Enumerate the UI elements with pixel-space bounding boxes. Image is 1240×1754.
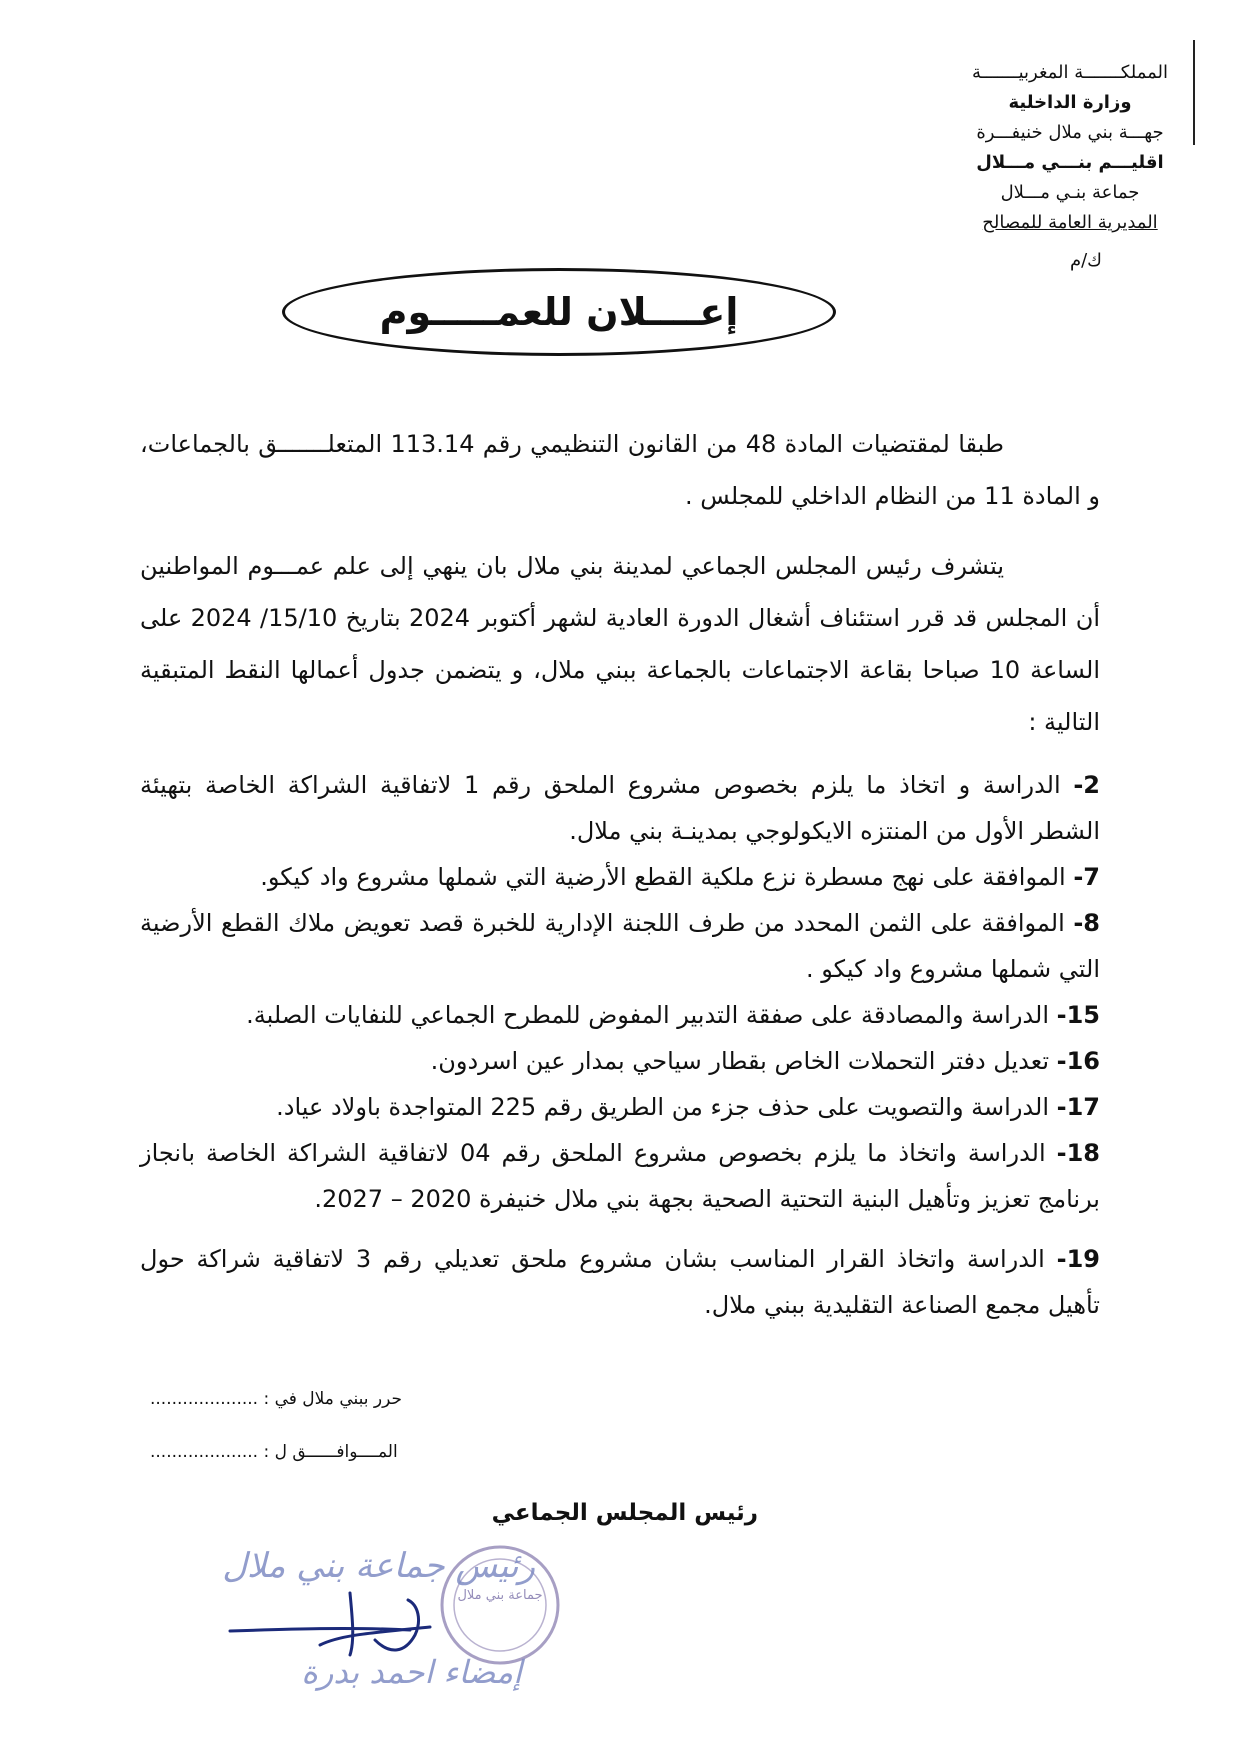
header-ministry: وزارة الداخلية [1008,92,1132,113]
intro-paragraph: طبقا لمقتضيات المادة 48 من القانون التنظيمي رقم 113.14 المتعلـــــــق بالجماعات، و المادة 11 من النظام الداخلي للمجلس . [140,430,1100,510]
agenda-item-number: 17- [1056,1093,1100,1121]
agenda-item-text: الدراسة و اتخاذ ما يلزم بخصوص مشروع الملحق رقم 1 لاتفاقية الشراكة الخاصة بتهيئة الشطر الأول من المنتزه الايكولوجي بمدينـة بني ملال. [140,771,1100,845]
agenda-item-number: 16- [1056,1047,1100,1075]
agenda-item-text: الدراسة واتخاذ القرار المناسب بشان مشروع ملحق تعديلي رقم 3 لاتفاقية شراكة حول تأهيل مجمع الصناعة التقليدية ببني ملال. [140,1245,1100,1319]
agenda-item-text: الدراسة والتصويت على حذف جزء من الطريق رقم 225 المتواجدة باولاد عياد. [276,1093,1057,1121]
agenda-item [140,1084,1100,1130]
agenda-item [140,762,1100,854]
header-reference: ك/م [1069,250,1102,271]
approved-date: المــــوافــــــق ل : .................... [150,1442,398,1462]
agenda-item [140,1130,1100,1222]
agenda-item-text: الموافقة على الثمن المحدد من طرف اللجنة الإدارية للخبرة قصد تعويض ملاك القطع الأرضية التي شملها مشروع واد كيكو . [140,909,1100,983]
agenda-item-text: الدراسة واتخاذ ما يلزم بخصوص مشروع الملحق رقم 04 لاتفاقية الشراكة الخاصة بانجاز برنامج تعزيز وتأهيل البنية التحتية الصحية بجهة بني ملال خنيفرة 2020 – 2027. [140,1139,1100,1213]
agenda-list [140,762,1100,1328]
header-block [940,58,1200,238]
document-body [140,418,1100,1328]
agenda-item [140,854,1100,900]
agenda-item-number: 7- [1073,863,1100,891]
agenda-item-text: الدراسة والمصادقة على صفقة التدبير المفوض للمطرح الجماعي للنفايات الصلبة. [246,1001,1057,1029]
agenda-item [140,900,1100,992]
agenda-item-text: الموافقة على نهج مسطرة نزع ملكية القطع الأرضية التي شملها مشروع واد كيكو. [260,863,1074,891]
issued-place-date: حرر ببني ملال في : .................... [150,1389,402,1409]
handwritten-signature [230,1593,430,1655]
header-kingdom: المملكـــــــة المغربيـــــــة [972,62,1168,83]
announcement-paragraph: يتشرف رئيس المجلس الجماعي لمدينة بني ملال بان ينهي إلى علم عمـــوم المواطنين أن المجلس قد قرر استئناف أشغال الدورة العادية لشهر أكتوبر 2024 بتاريخ 15/10/ 2024 على الساعة 10 صباحا بقاعة الاجتماعات بالجماعة ببني ملال، و يتضمن جدول أعمالها النقط المتبقية التالية : [140,552,1100,736]
agenda-item [140,992,1100,1038]
title-oval [282,268,836,356]
signature-stamp-line1: رئيس جماعة بني ملال [222,1546,535,1586]
signatory-title: رئيس المجلس الجماعي [491,1500,758,1526]
header-province: اقليـــم بنـــي مـــلال [976,152,1164,173]
seal-text: جماعة بني ملال [457,1588,543,1603]
agenda-item-number: 19- [1056,1245,1101,1273]
agenda-item [140,1236,1100,1328]
header-directorate: المديرية العامة للمصالح [982,212,1158,233]
agenda-item-number: 8- [1073,909,1100,937]
agenda-item [140,1038,1100,1084]
agenda-item-text: تعديل دفتر التحملات الخاص بقطار سياحي بمدار عين اسردون. [430,1047,1057,1075]
signature-stamp-line2: إمضاء احمد بدرة [301,1653,522,1691]
signature-and-seal [200,1535,580,1695]
header-region: جهـــة بني ملال خنيفـــرة [976,122,1164,143]
agenda-item-number: 2- [1073,771,1100,799]
header-commune: جماعة بنـي مـــلال [1000,182,1140,203]
agenda-item-number: 18- [1056,1139,1100,1167]
page-title: إعــــلان للعمـــــوم [379,290,739,334]
agenda-item-number: 15- [1056,1001,1100,1029]
